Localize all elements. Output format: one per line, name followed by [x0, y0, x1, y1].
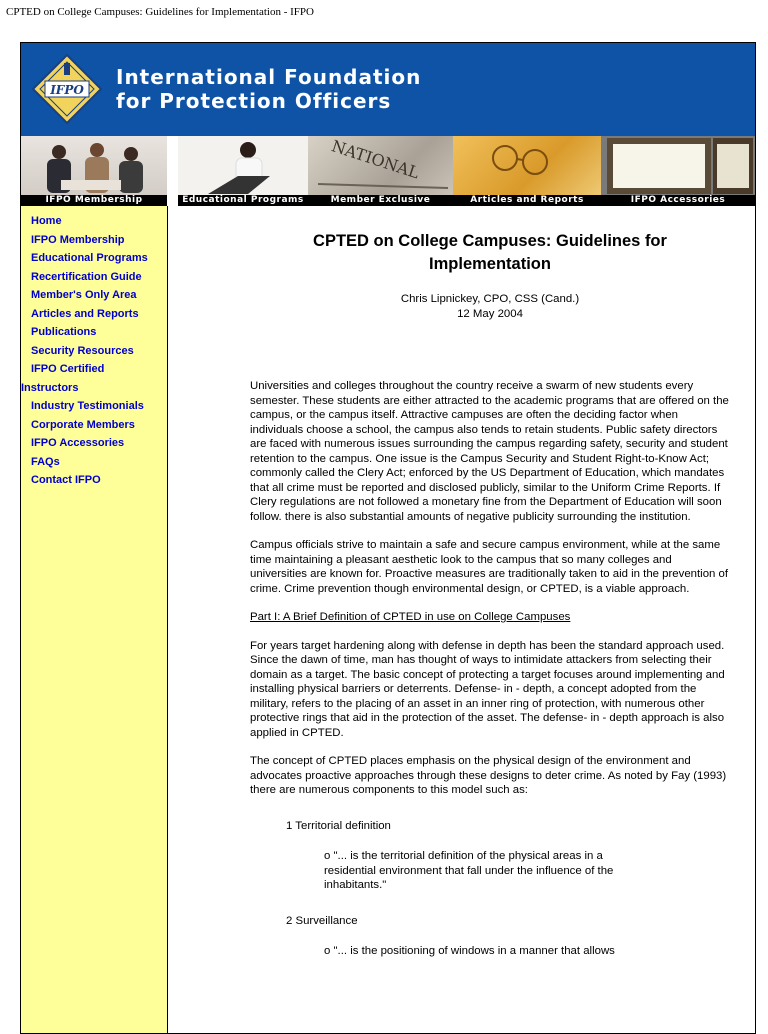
paragraph: The concept of CPTED places emphasis on the physical design of the environment and advocates proactive approaches through these designs to deter crime. As noted by Fay (1993) there are numerous components to this model such as:: [250, 755, 727, 796]
section-heading: Part I: A Brief Definition of CPTED in use on College Campuses: [250, 611, 571, 623]
newspaper-photo-icon: [308, 136, 453, 196]
list-item: 2 Surveillance: [286, 914, 358, 927]
sidebar-item-ifpo-certified[interactable]: IFPO Certified: [31, 363, 105, 375]
article-author: Chris Lipnickey, CPO, CSS (Cand.): [400, 293, 580, 305]
banner-label: IFPO Membership: [21, 195, 167, 206]
ifpo-logo[interactable]: [27, 49, 107, 129]
article-byline: [250, 292, 730, 322]
banner-label: Articles and Reports: [453, 195, 601, 206]
sidebar-item-industry-testimonials[interactable]: Industry Testimonials: [31, 400, 144, 412]
list-item: 1 Territorial definition: [286, 819, 391, 832]
org-name: [116, 65, 421, 113]
site-header: [21, 43, 755, 136]
banner-label: Educational Programs: [178, 195, 308, 206]
sidebar-item-home[interactable]: Home: [31, 215, 62, 227]
banner-educational-programs[interactable]: [178, 136, 308, 206]
paragraph: Campus officials strive to maintain a safe and secure campus environment, while at the same time maintaining a pleasant aesthetic look to the campus that so many colleges and universities are known for. Proactive measures are traditionally taken to aid in the prevention of crime. Crime prevention though environmental design, or CPTED, is a viable approach.: [250, 539, 729, 595]
browser-title: CPTED on College Campuses: Guidelines for Implementation - IFPO: [6, 6, 314, 18]
sidebar-item-publications[interactable]: Publications: [31, 326, 97, 338]
article-content: [250, 206, 730, 959]
sidebar-item-ifpo-membership[interactable]: IFPO Membership: [31, 233, 125, 246]
sidebar-item-instructors[interactable]: Instructors: [21, 381, 79, 394]
certificate-photo-icon: [601, 136, 755, 196]
page-frame: [20, 42, 756, 1034]
sidebar-item-educational-programs[interactable]: Educational Programs: [31, 252, 148, 264]
banner-member-exclusive[interactable]: [308, 136, 453, 206]
people-photo-icon: [21, 136, 167, 196]
article-title: CPTED on College Campuses: Guidelines for Implementation: [313, 232, 667, 273]
glasses-photo-icon: [453, 136, 601, 196]
svg-text:NATIONAL: NATIONAL: [329, 136, 422, 183]
org-name-line2: for Protection Officers: [116, 89, 392, 113]
sidebar-item-recertification-guide[interactable]: Recertification Guide: [31, 270, 142, 283]
sidebar-item-members-only-area[interactable]: Member's Only Area: [31, 289, 137, 301]
logo-text: IFPO: [50, 83, 84, 97]
sidebar-item-corporate-members[interactable]: Corporate Members: [31, 418, 135, 431]
list-subitem: o "... is the positioning of windows in a manner that allows: [324, 945, 615, 957]
paragraph: For years target hardening along with defense in depth has been the standard approach used. Since the dawn of time, man has thought of ways to intimidate attackers from selecting their domain as a target. The basic concept of protecting a target focuses around implementing and installing physical barriers or deterrents. Defense- in - depth, a concept adopted from the military, refers to the placing of an asset in an inner ring of protection, with numerous other protective rings that aid in the protection of the asset. The defense- in - depth approach is also applied in CPTED.: [250, 639, 725, 739]
sidebar-item-security-resources[interactable]: Security Resources: [31, 344, 134, 357]
banner-label: IFPO Accessories: [601, 195, 755, 206]
sidebar-item-articles-reports[interactable]: Articles and Reports: [31, 307, 139, 320]
article-date: 12 May 2004: [457, 308, 523, 320]
list-subitem: o "... is the territorial definition of the physical areas in a residential environment that fall under the influence of the inhabitants.": [324, 850, 614, 891]
sidebar-item-contact-ifpo[interactable]: Contact IFPO: [31, 474, 101, 486]
banner-label: Member Exclusive: [308, 195, 453, 206]
sidebar-item-ifpo-accessories[interactable]: IFPO Accessories: [31, 437, 125, 449]
banner-ifpo-accessories[interactable]: [601, 136, 755, 206]
student-laptop-photo-icon: [178, 136, 308, 196]
banner-ifpo-membership[interactable]: [21, 136, 167, 206]
banner-articles-reports[interactable]: [453, 136, 601, 206]
paragraph: Universities and colleges throughout the country receive a swarm of new students every semester. These students are either attracted to the academic programs that are offered on the campus, or the campus itself. Attractive campuses are often the deciding factor when individuals choose a school, the campus also tends to retain students. Public safety directors are faced with numerous issues surrounding the campus regarding safety, security and student retention to the campus. One issue is the Campus Security and Student Right-to-Know Act; commonly called the Clery Act; enforced by the US Department of Education, which mandates that all crime must be reported and disclosed publicly, similar to the Uniform Crime Reports. If Clery regulations are not followed a monetary fine from the Department of Education will soon follow. there is also substantial amounts of negative publicity surrounding the institution.: [250, 380, 729, 523]
sidebar-nav: [21, 206, 168, 1033]
nav-banner: [21, 136, 755, 206]
sidebar-item-faqs[interactable]: FAQs: [31, 455, 60, 468]
org-name-line1: International Foundation: [116, 65, 422, 89]
